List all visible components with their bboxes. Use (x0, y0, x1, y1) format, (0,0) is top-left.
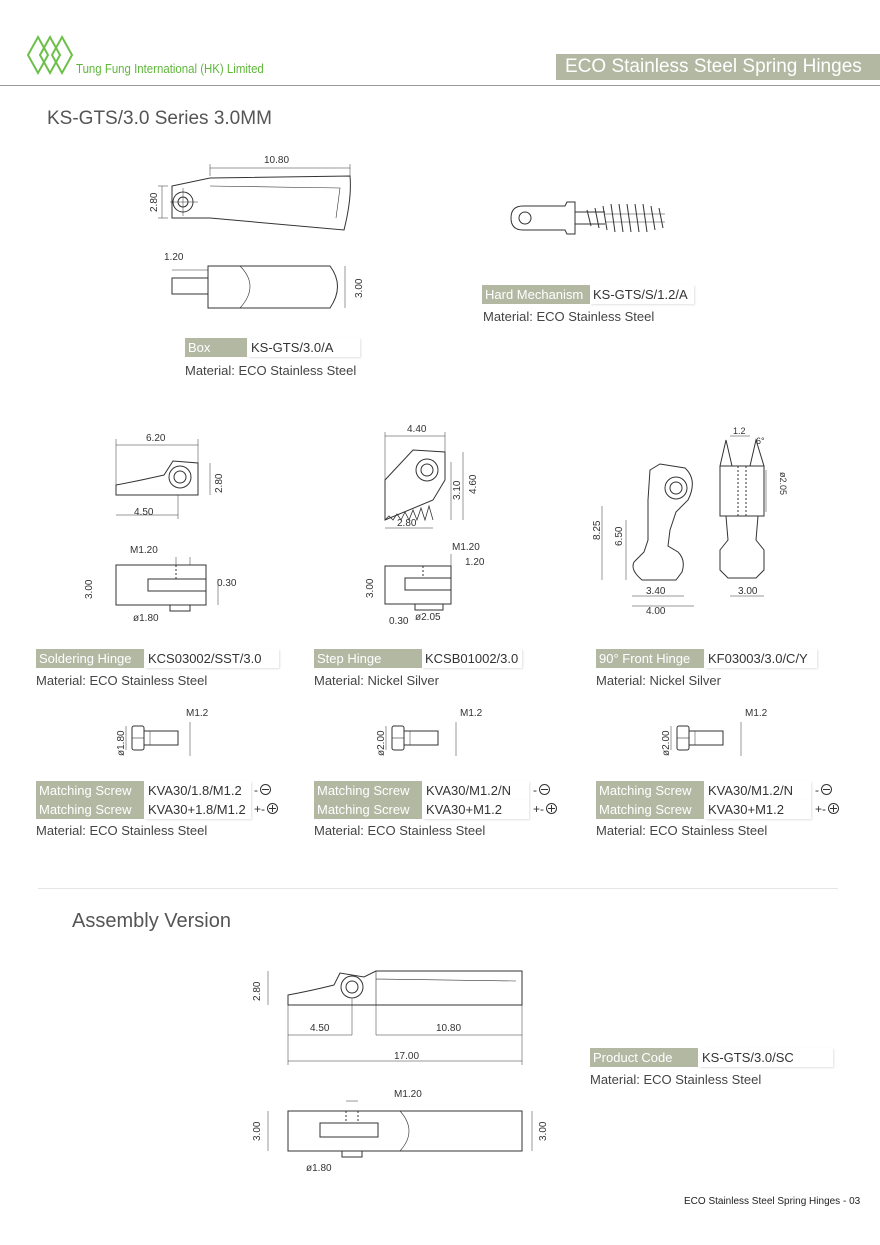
screw-1-thread: M1.2 (186, 708, 209, 719)
cross-head-icon (546, 803, 557, 814)
soldering-dim-width: 3.00 (84, 579, 95, 599)
screw-2-label-a: Matching Screw (314, 781, 422, 800)
assembly-dim-w1: 3.00 (252, 1121, 263, 1141)
hard-mechanism-label: Hard Mechanism (482, 285, 590, 304)
screw-1-code-b: KVA30+1.8/M1.2 (145, 800, 251, 819)
screw-3-label-a: Matching Screw (596, 781, 704, 800)
screw-3-material: Material: ECO Stainless Steel (596, 823, 768, 838)
slotted-head-icon (260, 784, 271, 795)
step-dim-t: 1.20 (465, 557, 485, 568)
step-hinge-label: Step Hinge (314, 649, 422, 668)
soldering-dim-dia: ø1.80 (133, 613, 159, 624)
step-hinge-drawing (355, 420, 505, 630)
screw-2-symbol-b: +- (533, 802, 557, 816)
slotted-head-icon (821, 784, 832, 795)
screw-3-thread: M1.2 (745, 708, 768, 719)
soldering-dim-height: 2.80 (214, 473, 225, 493)
screw-1-symbol-b: +- (254, 802, 278, 816)
box-code: KS-GTS/3.0/A (248, 338, 360, 357)
screw-1-dia: ø1.80 (116, 730, 127, 756)
step-dim-base: 2.80 (397, 518, 417, 529)
screw-drawing-1 (110, 704, 220, 764)
assembly-material: Material: ECO Stainless Steel (590, 1072, 762, 1087)
front-dim-top: 1.2 (733, 426, 746, 436)
assembly-dim-dia: ø1.80 (306, 1163, 332, 1174)
product-code-label: Product Code (590, 1048, 698, 1067)
assembly-dim-thread: M1.20 (394, 1089, 422, 1100)
assembly-dim-a: 4.50 (310, 1023, 330, 1034)
soldering-dim-thread: M1.20 (130, 545, 158, 556)
soldering-dim-length: 6.20 (146, 433, 166, 444)
screw-3-label-b: Matching Screw (596, 800, 704, 819)
product-code-value: KS-GTS/3.0/SC (699, 1048, 833, 1067)
header-divider (0, 85, 880, 86)
soldering-dim-base: 4.50 (134, 507, 154, 518)
front-hinge-code: KF03003/3.0/C/Y (705, 649, 817, 668)
soldering-hinge-drawing (78, 425, 253, 630)
screw-1-label-a: Matching Screw (36, 781, 144, 800)
front-dim-b2: 4.00 (646, 606, 666, 617)
screw-2-thread: M1.2 (460, 708, 483, 719)
box-dim-width: 3.00 (354, 278, 365, 298)
diamond-logo-icon (28, 33, 74, 79)
page-footer: ECO Stainless Steel Spring Hinges - 03 (684, 1196, 861, 1207)
screw-1-symbol-a: - (254, 783, 271, 797)
box-drawing (140, 148, 380, 308)
assembly-dim-total: 17.00 (394, 1051, 420, 1062)
front-dim-dia: ø2.05 (778, 472, 788, 496)
front-dim-h1: 8.25 (592, 520, 603, 540)
cross-head-icon (267, 803, 278, 814)
screw-2-code-b: KVA30+M1.2 (423, 800, 529, 819)
step-dim-w: 3.00 (365, 578, 376, 598)
step-dim-dia: ø2.05 (415, 612, 441, 623)
front-dim-w: 3.00 (738, 586, 758, 597)
screw-1-code-a: KVA30/1.8/M1.2 (145, 781, 251, 800)
screw-1-material: Material: ECO Stainless Steel (36, 823, 208, 838)
box-dim-tab: 1.20 (164, 252, 184, 263)
soldering-dim-gap: 0.30 (217, 578, 237, 589)
box-label: Box (185, 338, 247, 357)
step-dim-h2: 4.60 (468, 474, 479, 494)
front-dim-b1: 3.40 (646, 586, 666, 597)
hard-mechanism-code: KS-GTS/S/1.2/A (590, 285, 694, 304)
cross-head-icon (828, 803, 839, 814)
screw-3-code-b: KVA30+M1.2 (705, 800, 811, 819)
section-divider (38, 888, 838, 889)
screw-drawing-3 (655, 704, 770, 764)
front-hinge-material: Material: Nickel Silver (596, 673, 721, 688)
hard-mechanism-material: Material: ECO Stainless Steel (483, 309, 655, 324)
screw-drawing-2 (370, 704, 483, 764)
step-dim-h1: 3.10 (452, 480, 463, 500)
screw-1-label-b: Matching Screw (36, 800, 144, 819)
step-hinge-material: Material: Nickel Silver (314, 673, 439, 688)
hard-mechanism-drawing (505, 190, 675, 250)
slotted-head-icon (539, 784, 550, 795)
soldering-hinge-code: KCS03002/SST/3.0 (145, 649, 279, 668)
screw-3-symbol-b: +- (815, 802, 839, 816)
front-dim-angle: 6° (756, 436, 765, 446)
box-dim-height: 2.80 (149, 192, 160, 212)
screw-2-code-a: KVA30/M1.2/N (423, 781, 529, 800)
step-dim-width: 4.40 (407, 424, 427, 435)
box-dim-length: 10.80 (264, 155, 290, 166)
assembly-title: Assembly Version (72, 910, 231, 932)
step-dim-thread: M1.20 (452, 542, 480, 553)
screw-2-symbol-a: - (533, 783, 550, 797)
assembly-dim-b: 10.80 (436, 1023, 462, 1034)
screw-3-dia: ø2.00 (661, 730, 672, 756)
screw-3-symbol-a: - (815, 783, 832, 797)
company-logo (28, 33, 74, 84)
page-header-title: ECO Stainless Steel Spring Hinges (565, 56, 862, 77)
step-dim-gap: 0.30 (389, 616, 409, 627)
assembly-dim-w2: 3.00 (538, 1121, 549, 1141)
assembly-dim-height: 2.80 (252, 981, 263, 1001)
screw-3-code-a: KVA30/M1.2/N (705, 781, 811, 800)
front-hinge-drawing (590, 420, 805, 620)
step-hinge-code: KCSB01002/3.0 (422, 649, 522, 668)
front-dim-h2: 6.50 (614, 526, 625, 546)
company-name: Tung Fung International (HK) Limited (76, 61, 264, 76)
box-material: Material: ECO Stainless Steel (185, 363, 357, 378)
series-title: KS-GTS/3.0 Series 3.0MM (47, 108, 272, 129)
soldering-hinge-material: Material: ECO Stainless Steel (36, 673, 208, 688)
soldering-hinge-label: Soldering Hinge (36, 649, 144, 668)
front-hinge-label: 90° Front Hinge (596, 649, 704, 668)
screw-2-dia: ø2.00 (376, 730, 387, 756)
assembly-drawing (240, 955, 560, 1180)
screw-2-label-b: Matching Screw (314, 800, 422, 819)
screw-2-material: Material: ECO Stainless Steel (314, 823, 486, 838)
